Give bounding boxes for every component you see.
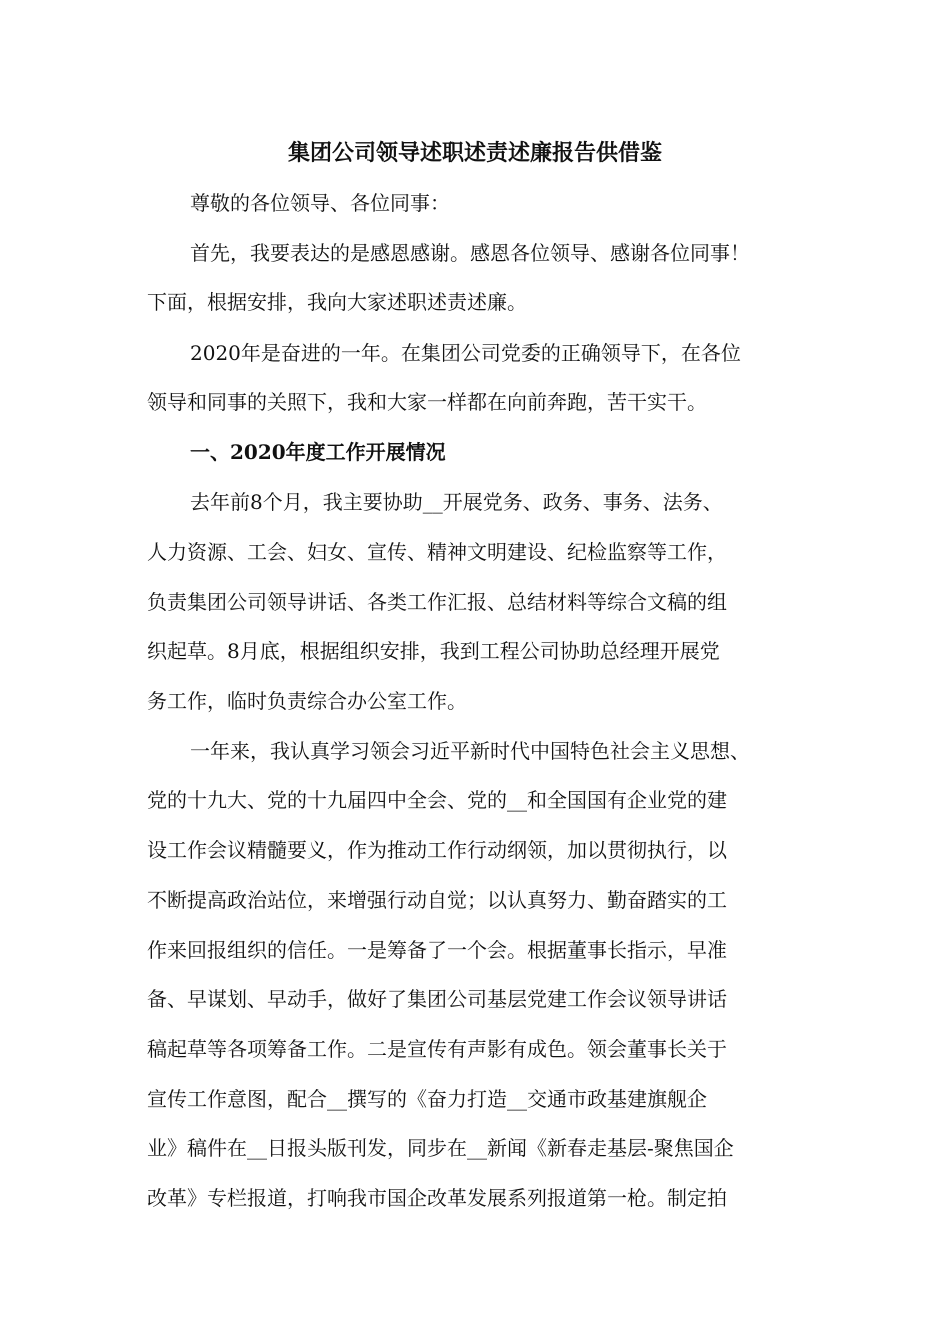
paragraph-line: 业》稿件在__日报头版刊发，同步在__新闻《新春走基层-聚焦国企: [147, 1136, 734, 1160]
paragraph-line: 下面，根据安排，我向大家述职述责述廉。: [147, 290, 527, 314]
salutation: 尊敬的各位领导、各位同事：: [190, 191, 450, 215]
paragraph-line: 负责集团公司领导讲话、各类工作汇报、总结材料等综合文稿的组: [147, 590, 727, 614]
paragraph-line: 人力资源、工会、妇女、宣传、精神文明建设、纪检监察等工作，: [147, 540, 727, 564]
paragraph-line: 宣传工作意图，配合__撰写的《奋力打造__交通市政基建旗舰企: [147, 1087, 707, 1111]
paragraph-line: 去年前8个月，我主要协助__开展党务、政务、事务、法务、: [190, 490, 723, 514]
paragraph-line: 设工作会议精髓要义，作为推动工作行动纲领，加以贯彻执行，以: [147, 838, 727, 862]
paragraph-line: 2020年是奋进的一年。在集团公司党委的正确领导下，在各位: [190, 341, 741, 365]
paragraph-line: 稿起草等各项筹备工作。二是宣传有声影有成色。领会董事长关于: [147, 1037, 727, 1061]
paragraph-line: 备、早谋划、早动手，做好了集团公司基层党建工作会议领导讲话: [147, 987, 727, 1011]
paragraph-line: 务工作，临时负责综合办公室工作。: [147, 689, 467, 713]
paragraph-line: 作来回报组织的信任。一是筹备了一个会。根据董事长指示，早准: [147, 938, 727, 962]
paragraph-line: 一年来，我认真学习领会习近平新时代中国特色社会主义思想、: [190, 739, 750, 763]
paragraph-line: 党的十九大、党的十九届四中全会、党的__和全国国有企业党的建: [147, 788, 727, 812]
document-title: 集团公司领导述职述责述廉报告供借鉴: [287, 140, 662, 166]
paragraph-line: 改革》专栏报道，打响我市国企改革发展系列报道第一枪。制定拍: [147, 1186, 727, 1210]
paragraph-line: 领导和同事的关照下，我和大家一样都在向前奔跑，苦干实干。: [147, 390, 707, 414]
section-heading: 一、2020年度工作开展情况: [190, 440, 446, 464]
paragraph-line: 首先，我要表达的是感恩感谢。感恩各位领导、感谢各位同事！: [190, 241, 750, 265]
paragraph-line: 不断提高政治站位，来增强行动自觉；以认真努力、勤奋踏实的工: [147, 888, 727, 912]
paragraph-line: 织起草。8月底，根据组织安排，我到工程公司协助总经理开展党: [147, 639, 720, 663]
